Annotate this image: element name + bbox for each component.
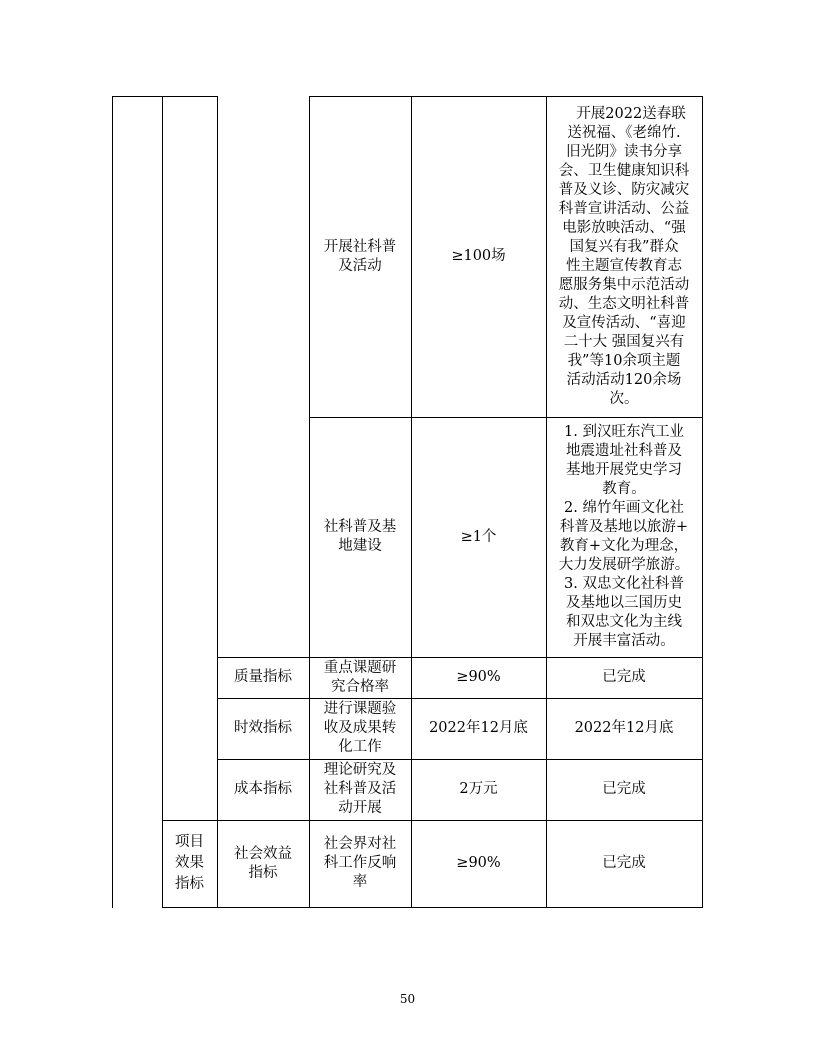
target-social-benefit-text: ≥90% xyxy=(456,855,501,871)
completion-line: 1. 到汉旺东汽工业 xyxy=(564,424,684,440)
category-cost-text: 成本指标 xyxy=(234,781,292,797)
completion-line: 动、生态文明社科普 xyxy=(558,295,690,312)
indicator-cost-text: 理论研究及社科普及活动开展 xyxy=(323,762,397,816)
category-cost xyxy=(217,759,309,820)
completion-line: 我”等10余项主题 xyxy=(567,352,681,369)
completion-line: 二十大 强国复兴有 xyxy=(563,333,685,350)
completion-timeliness-text: 2022年12月底 xyxy=(574,720,674,736)
completion-social-benefit xyxy=(546,820,702,907)
indicator-base xyxy=(309,417,411,657)
page-number: 50 xyxy=(399,992,416,1006)
target-cost-text: 2万元 xyxy=(459,781,498,797)
completion-line: 国复兴有我”群众 xyxy=(569,238,679,255)
target-social-benefit xyxy=(411,820,546,907)
completion-line: 活动活动120余场 xyxy=(566,371,682,388)
indicator-social-benefit-text: 社会界对社科工作反响率 xyxy=(323,836,397,890)
completion-social-benefit-text: 已完成 xyxy=(602,855,646,871)
completion-line: 基地开展党史学习 xyxy=(566,462,682,478)
completion-line: 开展2022送春联 xyxy=(576,105,686,122)
completion-line: 和双忠文化为主线 xyxy=(566,614,682,630)
target-activities-text: ≥100场 xyxy=(451,248,506,264)
completion-activities-lines xyxy=(559,105,690,409)
completion-line: 愿服务集中示范活动 xyxy=(558,276,690,293)
completion-cost xyxy=(546,759,702,820)
indicator-activities xyxy=(309,96,411,417)
completion-activities xyxy=(546,96,702,417)
target-activities xyxy=(411,96,546,417)
completion-timeliness xyxy=(546,698,702,759)
completion-line: 教育。 xyxy=(602,481,646,497)
indicator-cost xyxy=(309,759,411,820)
completion-line: 教育+文化为理念， xyxy=(559,538,689,554)
category-quality xyxy=(217,657,309,698)
indicator-social-benefit xyxy=(309,820,411,907)
completion-quality xyxy=(546,657,702,698)
indicator-base-text: 社科普及基地建设 xyxy=(323,519,397,554)
completion-line: 开展丰富活动。 xyxy=(573,633,675,649)
completion-line: 2. 绵竹年画文化社 xyxy=(564,500,684,516)
category-social-benefit-text: 社会效益指标 xyxy=(234,845,292,881)
completion-line: 及基地以三国历史 xyxy=(566,595,682,611)
completion-line: 旧光阴》读书分享 xyxy=(566,143,682,160)
completion-line: 普及义诊、防灾减灾 xyxy=(558,181,690,198)
completion-line: 电影放映活动、“强 xyxy=(562,219,686,236)
indicator-activities-text: 开展社科普及活动 xyxy=(323,238,397,274)
target-base-text: ≥1个 xyxy=(460,528,497,545)
category-timeliness-text: 时效指标 xyxy=(234,720,292,736)
completion-line: 科普宣讲活动、公益 xyxy=(558,200,690,217)
completion-cost-text: 已完成 xyxy=(602,781,646,797)
completion-line: 性主题宣传教育志 xyxy=(566,257,682,274)
indicator-timeliness xyxy=(309,698,411,759)
completion-base xyxy=(546,417,702,657)
completion-line: 及宣传活动、“喜迎 xyxy=(562,314,686,331)
indicator-quality-text: 重点课题研究合格率 xyxy=(323,659,397,695)
completion-base-lines xyxy=(559,423,690,651)
completion-line: 送祝福、《老绵竹. xyxy=(567,124,681,141)
category-timeliness xyxy=(217,698,309,759)
completion-line: 科普及基地以旅游+ xyxy=(559,519,689,535)
target-cost xyxy=(411,759,546,820)
completion-line: 3. 双忠文化社科普 xyxy=(564,576,684,592)
completion-quality-text: 已完成 xyxy=(602,669,646,685)
target-base xyxy=(411,417,546,657)
category-quality-text: 质量指标 xyxy=(234,669,292,685)
indicator-quality xyxy=(309,657,411,698)
indicator-timeliness-text: 进行课题验收及成果转化工作 xyxy=(323,701,397,755)
target-timeliness-text: 2022年12月底 xyxy=(429,720,528,736)
target-quality xyxy=(411,657,546,698)
completion-line: 大力发展研学旅游。 xyxy=(558,557,690,573)
completion-line: 会、卫生健康知识科 xyxy=(558,162,690,179)
target-timeliness xyxy=(411,698,546,759)
completion-line: 次。 xyxy=(609,390,639,407)
completion-line: 地震遗址社科普及 xyxy=(566,443,682,459)
category-social-benefit xyxy=(217,820,309,907)
group-effect-text: 项目效果指标 xyxy=(175,834,204,892)
group-effect xyxy=(162,820,217,907)
target-quality-text: ≥90% xyxy=(456,669,501,685)
